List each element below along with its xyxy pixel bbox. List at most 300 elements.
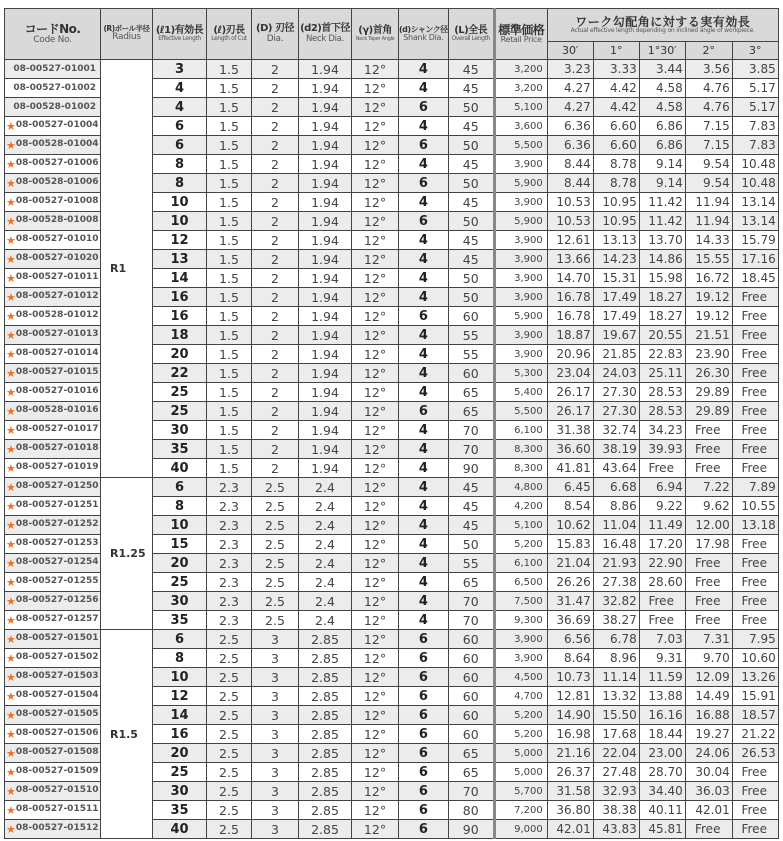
length-of-cut-cell: 1.5 (207, 288, 252, 307)
star-icon: ★ (6, 252, 16, 266)
actual-length-cell: 10.48 (732, 155, 778, 174)
code-number: 08-00528-01016 (15, 404, 99, 415)
code-cell (5, 326, 101, 345)
header-dia (252, 9, 299, 60)
retail-price-cell: 5,000 (494, 763, 547, 782)
actual-length-cell: 4.58 (639, 79, 685, 98)
shank-dia-cell: 4 (399, 478, 449, 497)
actual-length-cell: 10.60 (732, 649, 778, 668)
neck-dia-cell: 1.94 (299, 440, 352, 459)
shank-dia-cell: 6 (399, 725, 449, 744)
actual-length-cell: 17.16 (732, 250, 778, 269)
neck-dia-cell: 1.94 (299, 174, 352, 193)
overall-length-cell: 45 (448, 478, 494, 497)
code-cell (5, 79, 101, 98)
length-of-cut-cell: 1.5 (207, 459, 252, 478)
actual-length-cell: 26.30 (685, 364, 732, 383)
retail-price-cell: 5,900 (494, 307, 547, 326)
dia-cell: 2 (252, 98, 299, 117)
neck-dia-cell: 1.94 (299, 79, 352, 98)
shank-dia-cell: 6 (399, 782, 449, 801)
radius-cell: R1 (101, 60, 153, 478)
code-number: 08-00527-01017 (15, 423, 99, 434)
actual-length-cell: 17.49 (593, 307, 639, 326)
retail-price-cell: 5,100 (494, 98, 547, 117)
actual-length-cell: 7.15 (685, 136, 732, 155)
actual-length-cell: 22.90 (639, 554, 685, 573)
code-number: 08-00527-01509 (15, 765, 99, 776)
retail-price-cell: 8,300 (494, 459, 547, 478)
actual-length-cell: 7.95 (732, 630, 778, 649)
effective-length-cell: 8 (153, 497, 207, 516)
actual-length-cell: 8.96 (593, 649, 639, 668)
code-cell (5, 725, 101, 744)
taper-angle-cell: 12° (352, 193, 399, 212)
actual-length-cell: 23.04 (547, 364, 593, 383)
actual-length-cell: Free (732, 554, 778, 573)
effective-length-cell: 25 (153, 383, 207, 402)
taper-angle-cell: 12° (352, 535, 399, 554)
shank-dia-cell: 6 (399, 649, 449, 668)
code-number: 08-00527-01512 (15, 822, 99, 833)
effective-length-cell: 16 (153, 288, 207, 307)
star-icon: ★ (6, 670, 16, 684)
neck-dia-cell: 2.85 (299, 649, 352, 668)
taper-angle-cell: 12° (352, 649, 399, 668)
retail-price-cell: 8,300 (494, 440, 547, 459)
length-of-cut-cell: 1.5 (207, 231, 252, 250)
code-number: 08-00527-01011 (15, 271, 99, 282)
code-number: 08-00527-01251 (15, 499, 99, 510)
header-radius-en: Radius (112, 32, 141, 43)
dia-cell: 2 (252, 307, 299, 326)
star-icon: ★ (6, 480, 16, 494)
retail-price-cell: 5,900 (494, 212, 547, 231)
code-number: 08-00527-01014 (15, 347, 99, 358)
retail-price-cell: 6,500 (494, 573, 547, 592)
dia-cell: 2 (252, 174, 299, 193)
overall-length-cell: 45 (448, 60, 494, 79)
overall-length-cell: 60 (448, 706, 494, 725)
dia-cell: 2.5 (252, 573, 299, 592)
dia-cell: 2.5 (252, 497, 299, 516)
actual-length-cell: 15.31 (593, 269, 639, 288)
taper-angle-cell: 12° (352, 611, 399, 630)
effective-length-cell: 12 (153, 231, 207, 250)
length-of-cut-cell: 2.5 (207, 687, 252, 706)
neck-dia-cell: 1.94 (299, 193, 352, 212)
actual-length-cell: 7.83 (732, 136, 778, 155)
header-effective-length (153, 9, 207, 60)
shank-dia-cell: 6 (399, 98, 449, 117)
actual-length-cell: 18.44 (639, 725, 685, 744)
actual-length-cell: 36.80 (547, 801, 593, 820)
code-number: 08-00527-01004 (15, 119, 99, 130)
code-cell (5, 554, 101, 573)
actual-length-cell: 8.54 (547, 497, 593, 516)
actual-length-cell: 8.44 (547, 174, 593, 193)
overall-length-cell: 50 (448, 288, 494, 307)
dia-cell: 2.5 (252, 611, 299, 630)
overall-length-cell: 45 (448, 250, 494, 269)
code-number: 08-00527-01016 (15, 385, 99, 396)
effective-length-cell: 40 (153, 820, 207, 839)
actual-length-cell: 20.55 (639, 326, 685, 345)
length-of-cut-cell: 1.5 (207, 269, 252, 288)
actual-length-cell: 4.76 (685, 79, 732, 98)
product-spec-table (4, 8, 779, 839)
actual-length-cell: 21.04 (547, 554, 593, 573)
star-icon: ★ (6, 632, 16, 646)
actual-length-cell: 11.42 (639, 212, 685, 231)
header-angle-2deg: 2° (685, 42, 732, 60)
code-cell (5, 763, 101, 782)
actual-length-cell: 42.01 (547, 820, 593, 839)
actual-length-cell: 24.03 (593, 364, 639, 383)
length-of-cut-cell: 2.5 (207, 820, 252, 839)
actual-length-cell: 11.49 (639, 516, 685, 535)
actual-length-cell: 13.14 (732, 193, 778, 212)
code-number: 08-00527-01503 (15, 670, 99, 681)
actual-length-cell: 27.30 (593, 383, 639, 402)
shank-dia-cell: 4 (399, 288, 449, 307)
actual-length-cell: 21.85 (593, 345, 639, 364)
code-cell (5, 421, 101, 440)
star-icon: ★ (6, 613, 16, 627)
code-cell (5, 193, 101, 212)
dia-cell: 2 (252, 288, 299, 307)
effective-length-cell: 10 (153, 668, 207, 687)
code-number: 08-00527-01013 (15, 328, 99, 339)
neck-dia-cell: 1.94 (299, 402, 352, 421)
actual-length-cell: 19.12 (685, 288, 732, 307)
actual-length-cell: Free (732, 611, 778, 630)
overall-length-cell: 55 (448, 345, 494, 364)
code-number: 08-00527-01502 (15, 651, 99, 662)
retail-price-cell: 9,000 (494, 820, 547, 839)
dia-cell: 3 (252, 725, 299, 744)
code-number: 08-00527-01511 (15, 803, 99, 814)
actual-length-cell: 6.60 (593, 136, 639, 155)
overall-length-cell: 50 (448, 174, 494, 193)
actual-length-cell: 18.45 (732, 269, 778, 288)
actual-length-cell: 6.36 (547, 117, 593, 136)
actual-length-cell: 17.20 (639, 535, 685, 554)
overall-length-cell: 65 (448, 402, 494, 421)
actual-length-cell: 14.23 (593, 250, 639, 269)
neck-dia-cell: 2.4 (299, 611, 352, 630)
retail-price-cell: 4,700 (494, 687, 547, 706)
neck-dia-cell: 1.94 (299, 98, 352, 117)
effective-length-cell: 30 (153, 421, 207, 440)
actual-length-cell: 6.94 (639, 478, 685, 497)
code-number: 08-00528-01008 (15, 214, 99, 225)
actual-length-cell: Free (685, 459, 732, 478)
star-icon: ★ (6, 689, 16, 703)
shank-dia-cell: 4 (399, 60, 449, 79)
code-cell (5, 611, 101, 630)
actual-length-cell: 7.22 (685, 478, 732, 497)
code-cell (5, 649, 101, 668)
length-of-cut-cell: 1.5 (207, 364, 252, 383)
shank-dia-cell: 6 (399, 668, 449, 687)
taper-angle-cell: 12° (352, 383, 399, 402)
dia-cell: 2.5 (252, 478, 299, 497)
code-number: 08-00527-01252 (15, 518, 99, 529)
shank-dia-cell: 4 (399, 440, 449, 459)
header-shank-dia (399, 9, 449, 60)
code-number: 08-00527-01254 (15, 556, 99, 567)
header-length-of-cut-jp: (ℓ)刃長 (213, 24, 245, 36)
overall-length-cell: 45 (448, 193, 494, 212)
effective-length-cell: 20 (153, 554, 207, 573)
shank-dia-cell: 4 (399, 497, 449, 516)
taper-angle-cell: 12° (352, 763, 399, 782)
overall-length-cell: 65 (448, 573, 494, 592)
actual-length-cell: 20.96 (547, 345, 593, 364)
header-neck-taper-angle-en: Neck Taper Angle (355, 35, 395, 42)
effective-length-cell: 35 (153, 440, 207, 459)
actual-length-cell: 23.00 (639, 744, 685, 763)
actual-length-cell: 16.88 (685, 706, 732, 725)
length-of-cut-cell: 2.3 (207, 592, 252, 611)
taper-angle-cell: 12° (352, 554, 399, 573)
shank-dia-cell: 6 (399, 763, 449, 782)
taper-angle-cell: 12° (352, 136, 399, 155)
star-icon: ★ (6, 423, 16, 437)
actual-length-cell: Free (732, 459, 778, 478)
code-number: 08-00527-01008 (15, 195, 99, 206)
actual-length-cell: 14.33 (685, 231, 732, 250)
actual-length-cell: 16.72 (685, 269, 732, 288)
taper-angle-cell: 12° (352, 250, 399, 269)
code-cell (5, 98, 101, 117)
dia-cell: 2 (252, 421, 299, 440)
actual-length-cell: 27.30 (593, 402, 639, 421)
actual-length-cell: 13.13 (593, 231, 639, 250)
shank-dia-cell: 4 (399, 155, 449, 174)
effective-length-cell: 10 (153, 516, 207, 535)
neck-dia-cell: 2.85 (299, 630, 352, 649)
shank-dia-cell: 4 (399, 459, 449, 478)
star-icon: ★ (6, 404, 16, 418)
effective-length-cell: 4 (153, 98, 207, 117)
header-neck-taper-angle (352, 9, 399, 60)
neck-dia-cell: 1.94 (299, 364, 352, 383)
dia-cell: 3 (252, 820, 299, 839)
taper-angle-cell: 12° (352, 402, 399, 421)
code-cell (5, 174, 101, 193)
neck-dia-cell: 1.94 (299, 269, 352, 288)
retail-price-cell: 5,900 (494, 174, 547, 193)
taper-angle-cell: 12° (352, 269, 399, 288)
dia-cell: 3 (252, 649, 299, 668)
header-angle-1deg: 1° (593, 42, 639, 60)
actual-length-cell: 10.53 (547, 193, 593, 212)
actual-length-cell: 38.38 (593, 801, 639, 820)
dia-cell: 2.5 (252, 516, 299, 535)
header-code-en: Code No. (33, 34, 72, 45)
actual-length-cell: 4.76 (685, 98, 732, 117)
code-cell (5, 668, 101, 687)
actual-length-cell: 30.04 (685, 763, 732, 782)
taper-angle-cell: 12° (352, 60, 399, 79)
taper-angle-cell: 12° (352, 801, 399, 820)
actual-length-cell: 13.66 (547, 250, 593, 269)
shank-dia-cell: 4 (399, 250, 449, 269)
code-cell (5, 535, 101, 554)
star-icon: ★ (6, 746, 16, 760)
radius-cell: R1.5 (101, 630, 153, 839)
shank-dia-cell: 4 (399, 269, 449, 288)
dia-cell: 2 (252, 136, 299, 155)
neck-dia-cell: 2.4 (299, 592, 352, 611)
actual-length-cell: 8.64 (547, 649, 593, 668)
actual-length-cell: 9.22 (639, 497, 685, 516)
code-cell (5, 706, 101, 725)
actual-length-cell: 7.15 (685, 117, 732, 136)
code-cell (5, 440, 101, 459)
code-cell (5, 687, 101, 706)
overall-length-cell: 50 (448, 535, 494, 554)
actual-length-cell: 16.16 (639, 706, 685, 725)
neck-dia-cell: 1.94 (299, 421, 352, 440)
effective-length-cell: 20 (153, 744, 207, 763)
header-neck-dia (299, 9, 352, 60)
actual-length-cell: 34.40 (639, 782, 685, 801)
actual-length-cell: 7.89 (732, 478, 778, 497)
taper-angle-cell: 12° (352, 725, 399, 744)
code-cell (5, 478, 101, 497)
code-cell (5, 782, 101, 801)
actual-length-cell: 6.45 (547, 478, 593, 497)
shank-dia-cell: 4 (399, 364, 449, 383)
actual-length-cell: 13.14 (732, 212, 778, 231)
taper-angle-cell: 12° (352, 364, 399, 383)
shank-dia-cell: 4 (399, 421, 449, 440)
taper-angle-cell: 12° (352, 687, 399, 706)
actual-length-cell: 8.44 (547, 155, 593, 174)
actual-length-cell: 7.31 (685, 630, 732, 649)
code-cell (5, 573, 101, 592)
dia-cell: 2 (252, 117, 299, 136)
length-of-cut-cell: 2.5 (207, 630, 252, 649)
actual-length-cell: 14.70 (547, 269, 593, 288)
header-actual-length-en: Actual effective length depending on inclined angle of workpiece. (570, 27, 755, 35)
code-cell (5, 801, 101, 820)
actual-length-cell: 3.33 (593, 60, 639, 79)
actual-length-cell: 32.74 (593, 421, 639, 440)
code-cell (5, 592, 101, 611)
code-cell (5, 136, 101, 155)
code-cell (5, 231, 101, 250)
star-icon: ★ (6, 442, 16, 456)
code-number: 08-00527-01250 (15, 480, 99, 491)
taper-angle-cell: 12° (352, 668, 399, 687)
overall-length-cell: 65 (448, 763, 494, 782)
dia-cell: 2 (252, 250, 299, 269)
taper-angle-cell: 12° (352, 212, 399, 231)
actual-length-cell: 13.26 (732, 668, 778, 687)
shank-dia-cell: 4 (399, 383, 449, 402)
actual-length-cell: Free (685, 440, 732, 459)
neck-dia-cell: 2.4 (299, 516, 352, 535)
code-cell (5, 288, 101, 307)
retail-price-cell: 3,200 (494, 60, 547, 79)
effective-length-cell: 15 (153, 535, 207, 554)
effective-length-cell: 18 (153, 326, 207, 345)
taper-angle-cell: 12° (352, 744, 399, 763)
actual-length-cell: 24.06 (685, 744, 732, 763)
code-cell (5, 383, 101, 402)
code-cell (5, 516, 101, 535)
length-of-cut-cell: 2.3 (207, 573, 252, 592)
actual-length-cell: 12.61 (547, 231, 593, 250)
actual-length-cell: 6.78 (593, 630, 639, 649)
actual-length-cell: 7.83 (732, 117, 778, 136)
overall-length-cell: 60 (448, 307, 494, 326)
length-of-cut-cell: 1.5 (207, 117, 252, 136)
taper-angle-cell: 12° (352, 326, 399, 345)
actual-length-cell: 36.69 (547, 611, 593, 630)
header-length-of-cut (207, 9, 252, 60)
overall-length-cell: 45 (448, 231, 494, 250)
code-cell (5, 155, 101, 174)
actual-length-cell: 26.26 (547, 573, 593, 592)
shank-dia-cell: 6 (399, 136, 449, 155)
header-length-of-cut-en: Length of Cut (211, 35, 247, 43)
header-dia-en: Dia. (266, 33, 284, 44)
retail-price-cell: 5,200 (494, 706, 547, 725)
actual-length-cell: 29.89 (685, 383, 732, 402)
length-of-cut-cell: 2.5 (207, 725, 252, 744)
taper-angle-cell: 12° (352, 706, 399, 725)
overall-length-cell: 65 (448, 383, 494, 402)
neck-dia-cell: 2.85 (299, 687, 352, 706)
neck-dia-cell: 2.85 (299, 801, 352, 820)
code-number: 08-00527-01019 (15, 461, 99, 472)
neck-dia-cell: 1.94 (299, 459, 352, 478)
actual-length-cell: 11.94 (685, 212, 732, 231)
actual-length-cell: 28.60 (639, 573, 685, 592)
star-icon: ★ (6, 727, 16, 741)
shank-dia-cell: 4 (399, 592, 449, 611)
actual-length-cell: 42.01 (685, 801, 732, 820)
actual-length-cell: 22.04 (593, 744, 639, 763)
table-body (5, 60, 779, 839)
taper-angle-cell: 12° (352, 155, 399, 174)
code-cell (5, 212, 101, 231)
actual-length-cell: Free (732, 288, 778, 307)
length-of-cut-cell: 1.5 (207, 307, 252, 326)
actual-length-cell: 13.70 (639, 231, 685, 250)
star-icon: ★ (6, 195, 16, 209)
star-icon: ★ (6, 138, 16, 152)
length-of-cut-cell: 2.5 (207, 763, 252, 782)
actual-length-cell: 22.83 (639, 345, 685, 364)
retail-price-cell: 7,500 (494, 592, 547, 611)
taper-angle-cell: 12° (352, 478, 399, 497)
taper-angle-cell: 12° (352, 573, 399, 592)
length-of-cut-cell: 1.5 (207, 174, 252, 193)
actual-length-cell: 12.81 (547, 687, 593, 706)
code-number: 08-00527-01255 (15, 575, 99, 586)
code-number: 08-00528-01002 (13, 102, 96, 112)
actual-length-cell: 13.18 (732, 516, 778, 535)
neck-dia-cell: 2.4 (299, 478, 352, 497)
retail-price-cell: 5,300 (494, 364, 547, 383)
header-actual-length (547, 9, 778, 42)
